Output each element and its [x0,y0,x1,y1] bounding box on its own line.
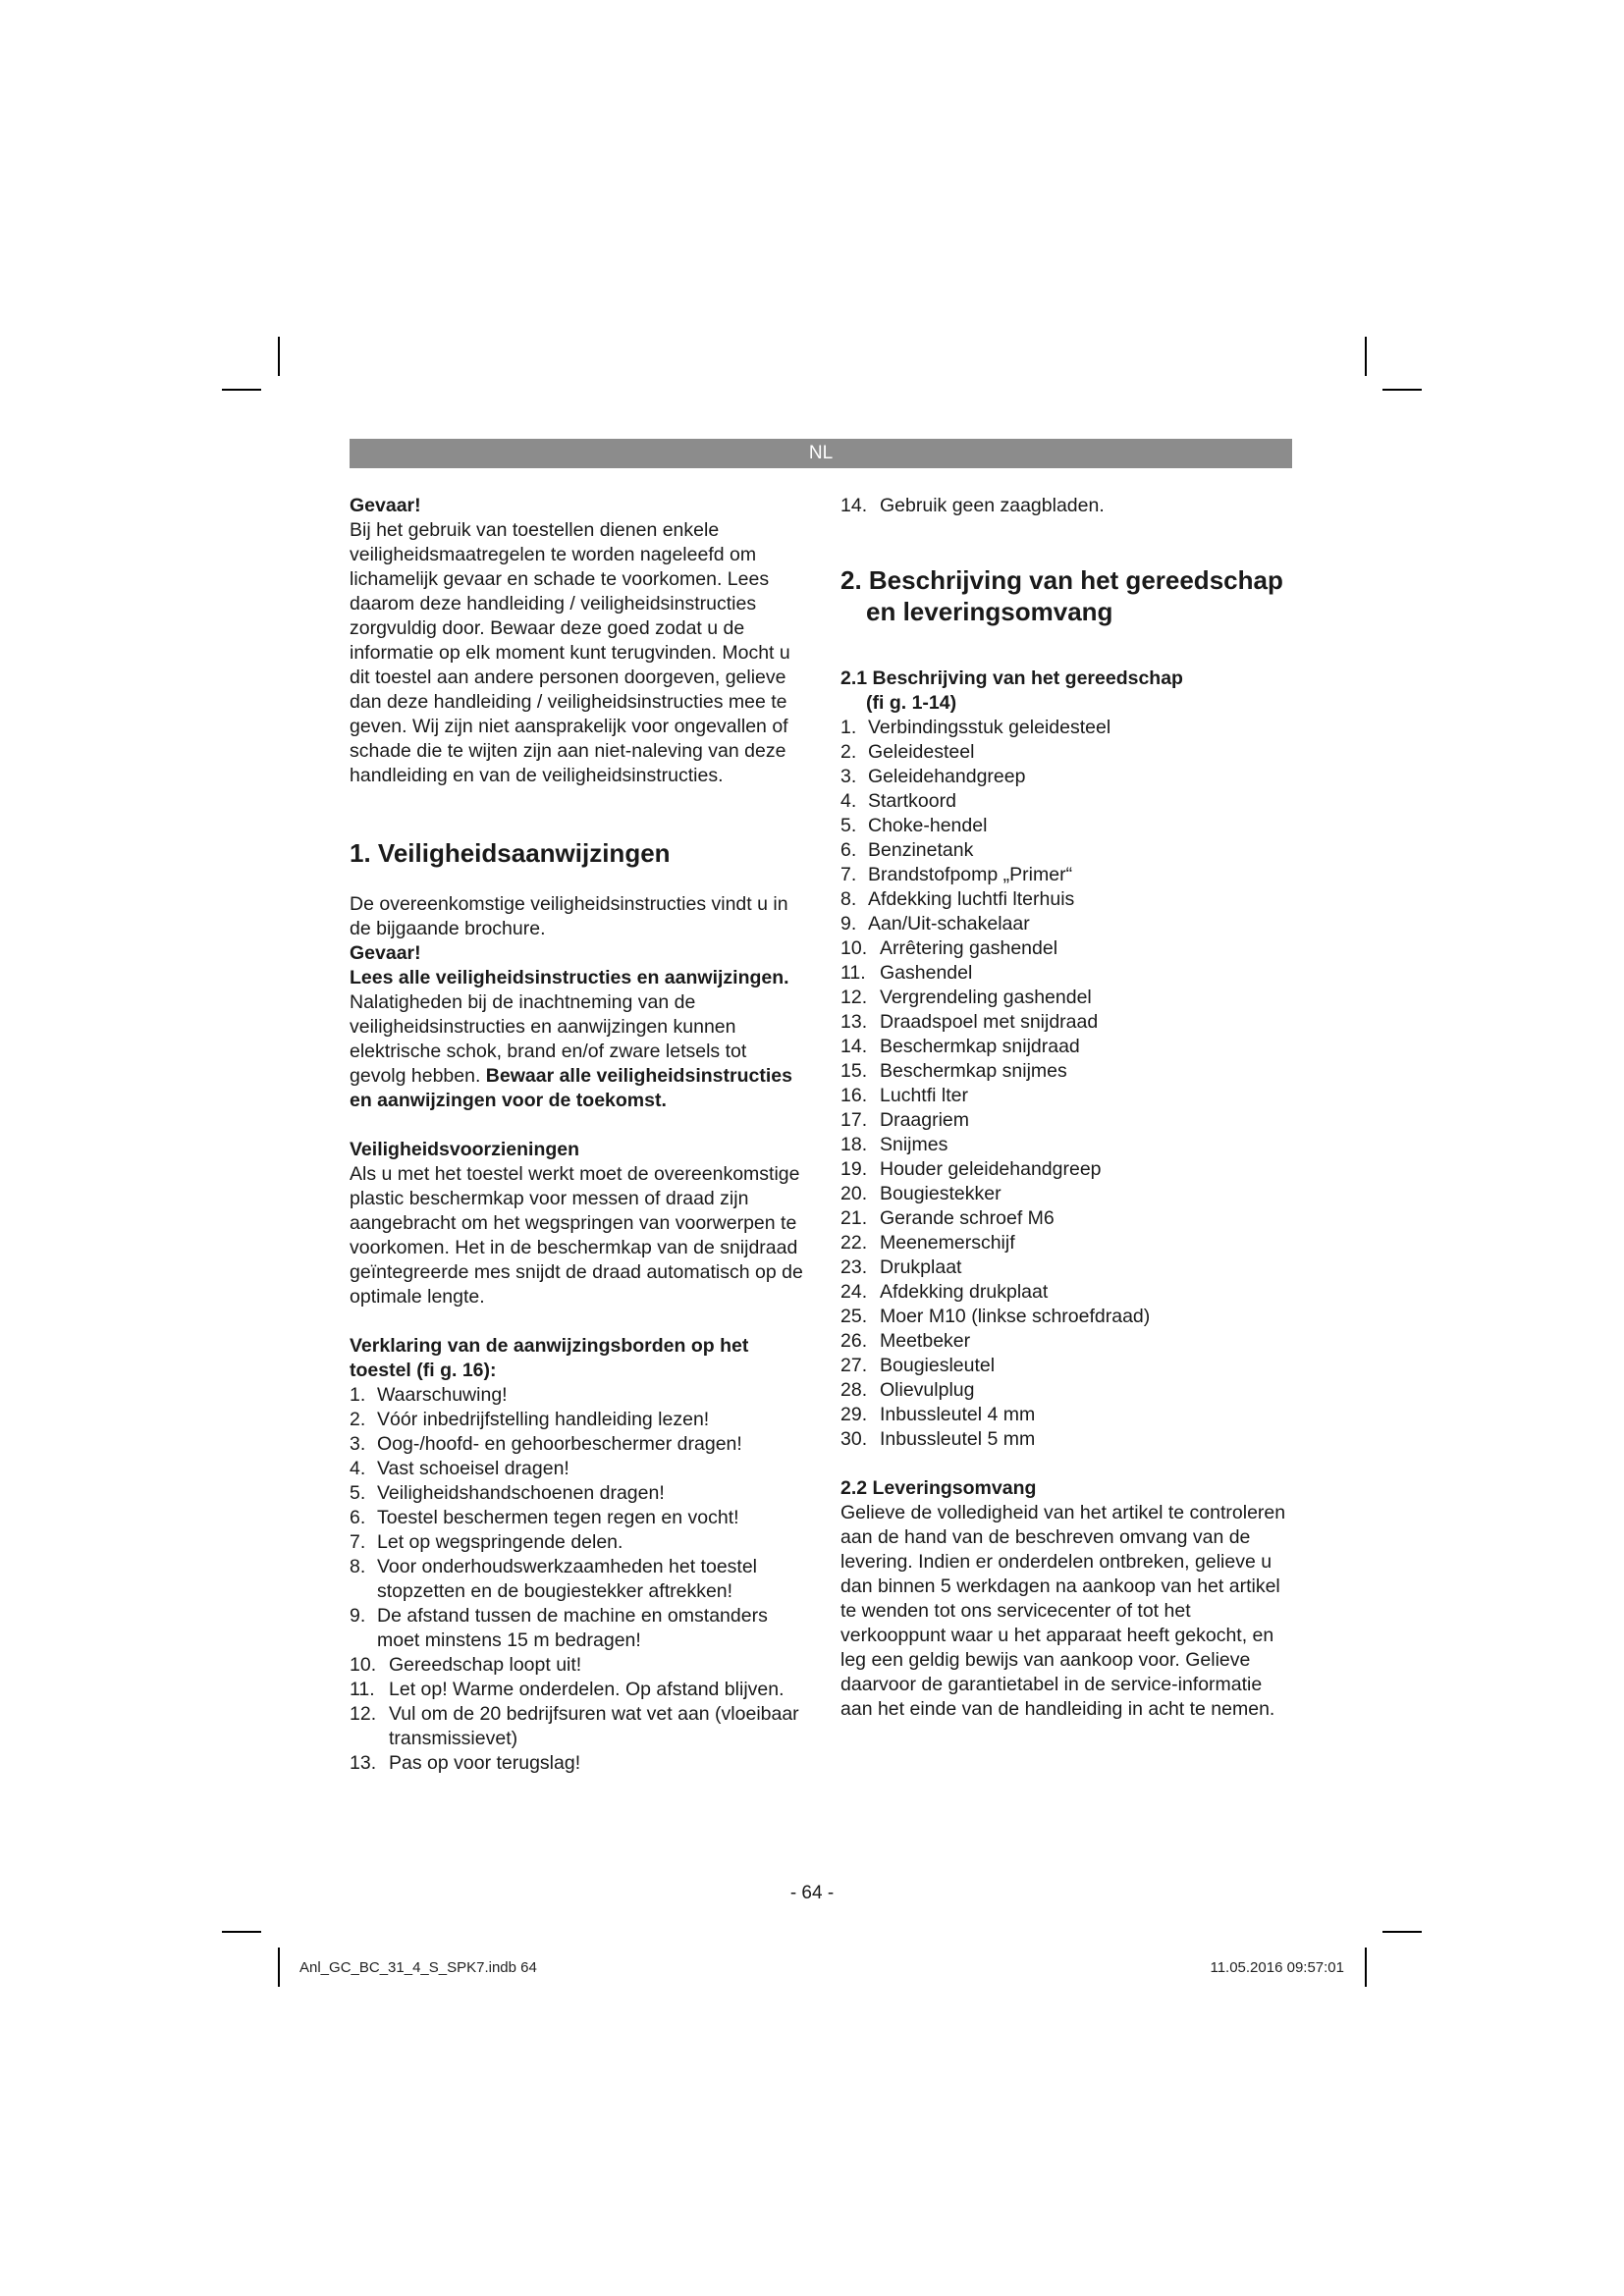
list-item: 8. Voor onderhoudswerkzaamheden het toestel stopzetten en de bougiestekker aftrekken! [350,1556,758,1602]
subsection-2-2-text: Gelieve de volledigheid van het artikel te controleren aan de hand van de beschreven omvang van de levering. Indien er onderdelen ontbreken, gelieve u dan binnen 5 werkdagen na aankoop van het artikel te wenden tot ons servicecenter of tot het verkooppunt waar u het apparaat heeft gekocht, en leg een geldig bewijs van aankoop voor. Gelieve daarvoor de garantietabel in de service-informatie aan het einde van de handleiding in acht te nemen. [840,1502,1286,1720]
warning-bold-1: Lees alle veiligheidsinstructies en aanwijzingen. [350,967,789,988]
language-label: NL [808,443,834,463]
section-1-text: De overeenkomstige veiligheidsinstructies vindt u in de bijgaande brochure. [350,893,788,939]
danger-heading-2: Gevaar! [350,942,421,964]
crop-mark [1365,337,1367,376]
list-item: 24. Afdekking drukplaat [840,1281,1049,1303]
warning-paragraph [350,966,803,1113]
list-item: 14. Gebruik geen zaagbladen. [840,495,1105,516]
file-slug: Anl_GC_BC_31_4_S_SPK7.indb 64 [299,1959,537,1976]
list-item: 2. Geleidesteel [840,741,975,763]
list-item: 18. Snijmes [840,1134,948,1155]
list-item: 16. Luchtfi lter [840,1085,968,1106]
list-item: 6. Benzinetank [840,839,974,861]
list-item: 28. Olievulplug [840,1379,975,1401]
page-number: - 64 - [789,1883,835,1903]
crop-mark [222,1931,261,1933]
list-item: 15. Beschermkap snijmes [840,1060,1067,1082]
list-item: 3. Geleidehandgreep [840,766,1026,787]
list-item: 2. Vóór inbedrijfstelling handleiding lezen! [350,1409,710,1430]
list-item: 12. Vergrendeling gashendel [840,987,1092,1008]
list-item: 7. Let op wegspringende delen. [350,1531,623,1553]
safety-devices-heading: Veiligheidsvoorzieningen [350,1139,580,1160]
list-item: 12. Vul om de 20 bedrijfsuren wat vet aan (vloeibaar transmissievet) [350,1703,799,1749]
list-item: 1. Waarschuwing! [350,1384,508,1406]
list-item: 8. Afdekking luchtfi lterhuis [840,888,1075,910]
list-item: 9. De afstand tussen de machine en omstanders moet minstens 15 m bedragen! [350,1605,768,1651]
section-1-title: 1. Veiligheidsaanwijzingen [350,838,671,868]
list-item: 25. Moer M10 (linkse schroefdraad) [840,1306,1151,1327]
list-item: 13. Pas op voor terugslag! [350,1752,581,1774]
parts-list [840,716,1294,1452]
list-item: 10. Gereedschap loopt uit! [350,1654,582,1676]
list-item: 26. Meetbeker [840,1330,971,1352]
crop-mark [222,389,261,391]
list-item: 20. Bougiestekker [840,1183,1001,1204]
crop-mark [1382,1931,1422,1933]
right-column [840,494,1294,1722]
subsection-2-2-title: 2.2 Leveringsomvang [840,1477,1037,1499]
list-item: 6. Toestel beschermen tegen regen en vocht! [350,1507,739,1528]
signs-heading: Verklaring van de aanwijzingsborden op het toestel (fi g. 16): [350,1335,749,1381]
crop-mark [278,337,280,376]
safety-devices-text: Als u met het toestel werkt moet de overeenkomstige plastic beschermkap voor messen of draad zijn aangebracht om het wegspringen van voorwerpen te voorkomen. Het in de beschermkap van de snijdraad geïntegreerde mes snijdt de draad automatisch op de optimale lengte. [350,1163,803,1308]
list-item: 13. Draadspoel met snijdraad [840,1011,1099,1033]
crop-mark [278,1948,280,1987]
warning-text: Nalatigheden bij de inachtneming van de veiligheidsinstructies en aanwijzingen kunnen elektrische schok, brand en/of zware letsels tot gevolg hebben. [350,991,747,1087]
subsection-2-1-title: 2.1 Beschrijving van het gereedschap (fi g. 1-14) [840,667,1183,714]
list-item: 10. Arrêtering gashendel [840,937,1058,959]
list-item: 21. Gerande schroef M6 [840,1207,1055,1229]
list-item: 11. Let op! Warme onderdelen. Op afstand blijven. [350,1679,785,1700]
list-item: 19. Houder geleidehandgreep [840,1158,1102,1180]
list-item: 22. Meenemerschijf [840,1232,1015,1254]
list-item: 23. Drukplaat [840,1256,962,1278]
print-timestamp: 11.05.2016 09:57:01 [1210,1959,1344,1976]
section-2-title: 2. Beschrijving van het gereedschap en leveringsomvang [840,565,1283,626]
intro-paragraph: Bij het gebruik van toestellen dienen enkele veiligheidsmaatregelen te worden nageleefd om lichamelijk gevaar en schade te voorkomen. Lees daarom deze handleiding / veiligheidsinstructies zorgvuldig door. Bewaar deze goed zodat u de informatie op elk moment kunt terugvinden. Mocht u dit toestel aan andere personen doorgeven, gelieve dan deze handleiding / veiligheidsinstructies mee te geven. Wij zijn niet aansprakelijk voor ongevallen of schade die te wijten zijn aan niet-naleving van deze handleiding en van de veiligheidsinstructies. [350,519,790,786]
list-item: 30. Inbussleutel 5 mm [840,1428,1036,1450]
crop-mark [1365,1948,1367,1987]
crop-mark [1382,389,1422,391]
language-header-bar [350,439,1292,468]
warning-bold-2: Bewaar alle veiligheidsinstructies en aanwijzingen voor de toekomst. [350,1065,792,1111]
list-item: 11. Gashendel [840,962,973,984]
list-item: 4. Vast schoeisel dragen! [350,1458,569,1479]
list-item: 27. Bougiesleutel [840,1355,996,1376]
list-item: 3. Oog-/hoofd- en gehoorbeschermer dragen! [350,1433,742,1455]
list-item: 7. Brandstofpomp „Primer“ [840,864,1073,885]
left-column [350,494,803,1776]
signs-list-continued [840,494,1294,518]
list-item: 17. Draagriem [840,1109,970,1131]
list-item: 14. Beschermkap snijdraad [840,1036,1080,1057]
list-item: 5. Choke-hendel [840,815,988,836]
danger-heading: Gevaar! [350,495,421,516]
list-item: 9. Aan/Uit-schakelaar [840,913,1030,934]
list-item: 5. Veiligheidshandschoenen dragen! [350,1482,665,1504]
signs-list [350,1383,803,1776]
list-item: 1. Verbindingsstuk geleidesteel [840,717,1111,738]
list-item: 4. Startkoord [840,790,956,812]
list-item: 29. Inbussleutel 4 mm [840,1404,1036,1425]
